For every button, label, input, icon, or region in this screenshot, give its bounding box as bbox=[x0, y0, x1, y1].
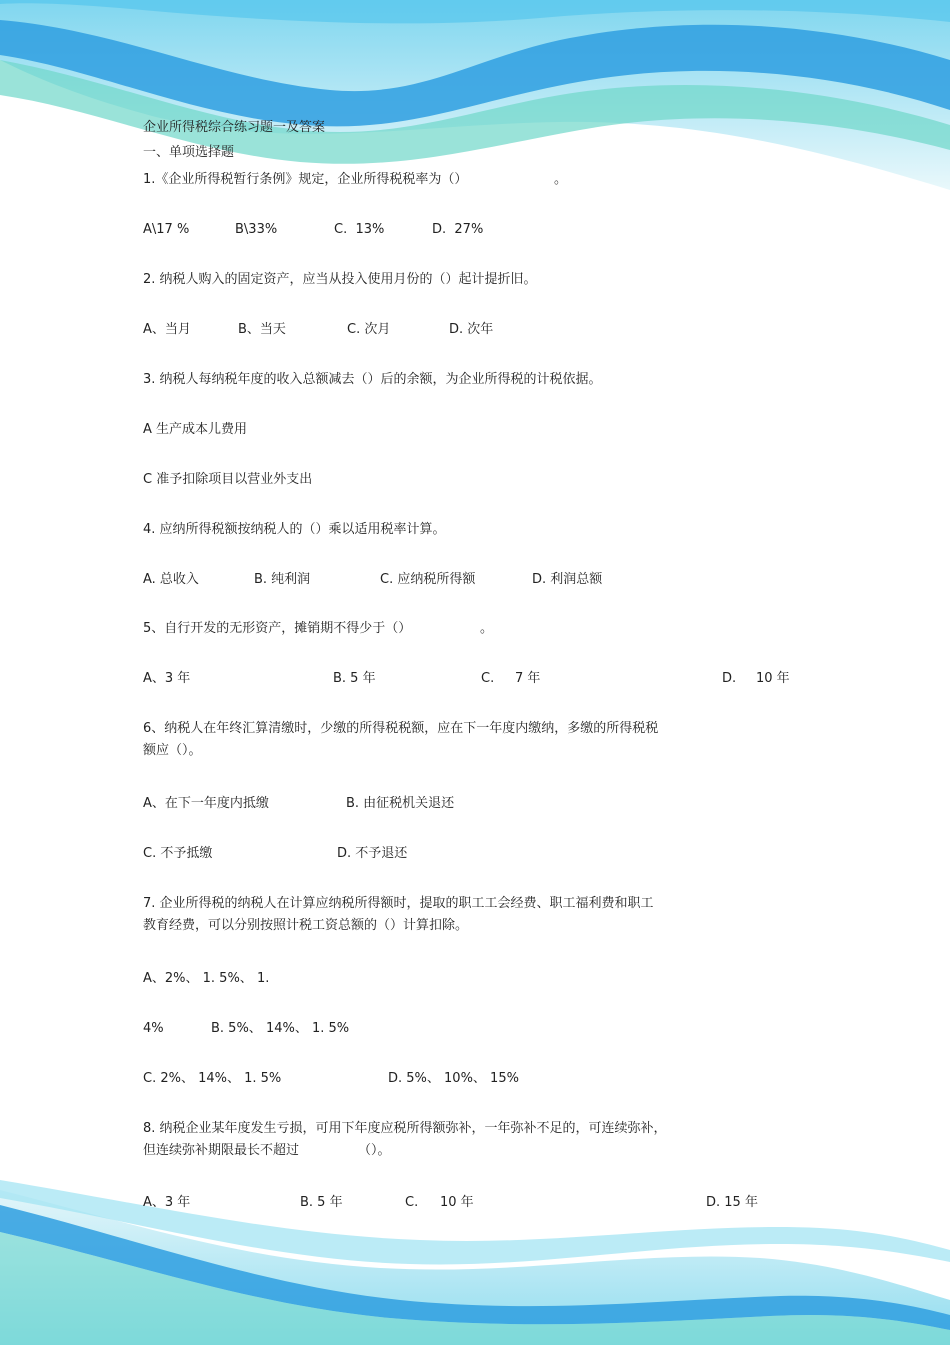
question-1-option-b: B\33% bbox=[235, 222, 278, 237]
question-1-option-d: D. 27% bbox=[432, 222, 484, 237]
question-6-option-a: A、在下一年度内抵缴 bbox=[143, 796, 269, 811]
question-8-stem-line-2: 但连续弥补期限最长不超过 bbox=[143, 1143, 300, 1158]
question-8-option-b: B. 5 年 bbox=[300, 1195, 343, 1210]
question-5-option-c-value: 7 年 bbox=[515, 671, 541, 686]
question-7-option-d: D. 5%、 10%、 15% bbox=[388, 1071, 519, 1086]
question-7-option-b: B. 5%、 14%、 1. 5% bbox=[211, 1021, 350, 1036]
question-7-option-a: A、2%、 1. 5%、 1. bbox=[143, 971, 270, 986]
question-5-option-b: B. 5 年 bbox=[333, 671, 376, 686]
question-4-option-a: A. 总收入 bbox=[143, 572, 199, 587]
question-5-option-d-letter: D. bbox=[722, 671, 737, 686]
section-heading: 一、单项选择题 bbox=[143, 145, 235, 160]
question-5-option-c-letter: C. bbox=[481, 671, 495, 686]
question-1-option-a: A\17 % bbox=[143, 222, 190, 237]
question-5-option-d-value: 10 年 bbox=[756, 671, 790, 686]
question-5-option-a: A、3 年 bbox=[143, 671, 191, 686]
question-2-option-b: B、当天 bbox=[238, 322, 286, 337]
question-6-option-d: D. 不予退还 bbox=[337, 846, 408, 861]
question-7-stem-line-2: 教育经费，可以分别按照计税工资总额的（）计算扣除。 bbox=[143, 918, 469, 933]
question-6-stem-line-1: 6、纳税人在年终汇算清缴时，少缴的所得税税额，应在下一年度内缴纳，多缴的所得税税 bbox=[143, 721, 659, 736]
question-7-option-c: C. 2%、 14%、 1. 5% bbox=[143, 1071, 282, 1086]
question-3-option-a: A 生产成本儿费用 bbox=[143, 422, 248, 437]
question-2-option-c: C. 次月 bbox=[347, 322, 391, 337]
question-1-stem-end: 。 bbox=[554, 172, 568, 187]
question-4-option-b: B. 纯利润 bbox=[254, 572, 311, 587]
question-7-option-a-cont: 4% bbox=[143, 1021, 164, 1036]
question-3-stem: 3. 纳税人每纳税年度的收入总额减去（）后的余额，为企业所得税的计税依据。 bbox=[143, 372, 602, 387]
question-8-stem-line-2-end: （）。 bbox=[358, 1143, 391, 1158]
question-6-stem-line-2: 额应（）。 bbox=[143, 743, 202, 758]
question-1-option-c: C. 13% bbox=[334, 222, 385, 237]
question-5-stem: 5、自行开发的无形资产，摊销期不得少于（） bbox=[143, 621, 412, 636]
question-7-stem-line-1: 7. 企业所得税的纳税人在计算应纳税所得额时，提取的职工工会经费、职工福利费和职工 bbox=[143, 896, 654, 911]
question-6-option-c: C. 不予抵缴 bbox=[143, 846, 213, 861]
question-2-stem: 2. 纳税人购入的固定资产，应当从投入使用月份的（）起计提折旧。 bbox=[143, 272, 537, 287]
question-8-option-c-letter: C. bbox=[405, 1195, 419, 1210]
question-2-option-a: A、当月 bbox=[143, 322, 191, 337]
question-4-option-d: D. 利润总额 bbox=[532, 572, 603, 587]
question-1-stem: 1.《企业所得税暂行条例》规定，企业所得税税率为（） bbox=[143, 172, 468, 187]
question-8-option-d: D. 15 年 bbox=[706, 1195, 758, 1210]
question-4-stem: 4. 应纳所得税额按纳税人的（）乘以适用税率计算。 bbox=[143, 522, 446, 537]
question-5-stem-end: 。 bbox=[480, 621, 494, 636]
question-8-option-c-value: 10 年 bbox=[440, 1195, 474, 1210]
question-3-option-c: C 准予扣除项目以营业外支出 bbox=[143, 472, 313, 487]
question-8-stem-line-1: 8. 纳税企业某年度发生亏损，可用下年度应税所得额弥补，一年弥补不足的，可连续弥补， bbox=[143, 1121, 667, 1136]
question-4-option-c: C. 应纳税所得额 bbox=[380, 572, 476, 587]
question-8-option-a: A、3 年 bbox=[143, 1195, 191, 1210]
question-2-option-d: D. 次年 bbox=[449, 322, 494, 337]
question-6-option-b: B. 由征税机关退还 bbox=[346, 796, 455, 811]
document-title: 企业所得税综合练习题一及答案 bbox=[143, 120, 326, 135]
